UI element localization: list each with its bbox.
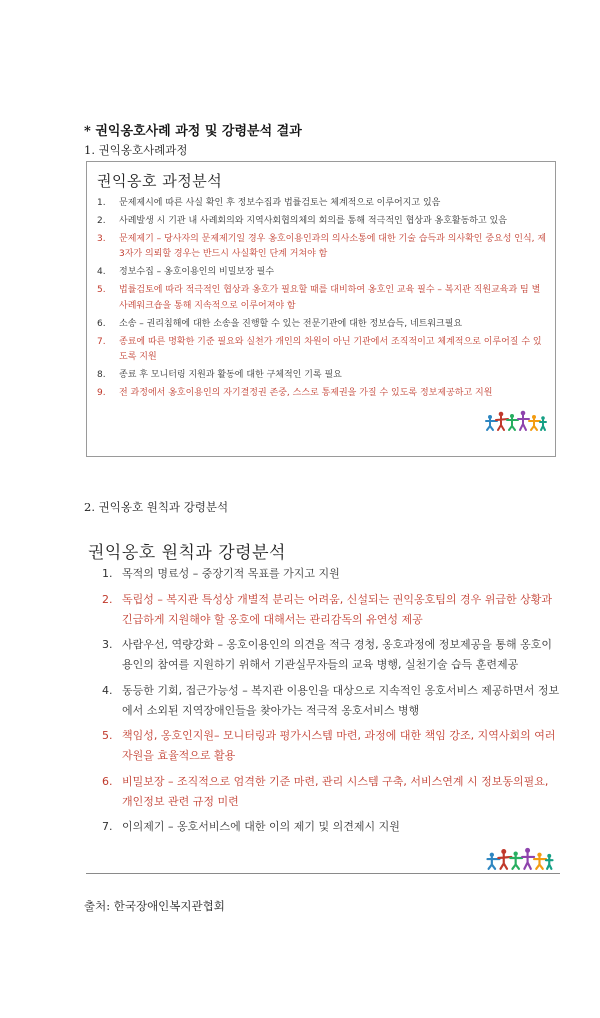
- list-item-number: 2.: [97, 215, 106, 226]
- list-item-number: 5.: [102, 729, 113, 742]
- list-item-number: 4.: [97, 267, 106, 278]
- list-item: [102, 564, 562, 584]
- list-item: [102, 635, 562, 675]
- list-item-number: 9.: [97, 387, 106, 398]
- list-item: [102, 681, 562, 721]
- list-item: [87, 368, 555, 384]
- list-item-text: 이의제기 – 옹호서비스에 대한 이의 제기 및 의견제시 지원: [122, 820, 400, 833]
- list-item-text: 동등한 기회, 접근가능성 – 복지관 이용인을 대상으로 지속적인 옹호서비스 제공하면서 정보에서 소외된 지역장애인들을 찾아가는 적극적 옹호서비스 병행: [122, 683, 560, 717]
- list-item-text: 문제제기 – 당사자의 문제제기일 경우 옹호이용인과의 의사소통에 대한 기술 습득과 의사확인 중요성 인식, 제 3자가 의뢰할 경우는 반드시 사실확인 단계 거쳐야 함: [119, 233, 547, 260]
- section-divider: [86, 873, 560, 874]
- list-item-text: 정보수집 – 옹호이용인의 비밀보장 필수: [119, 267, 275, 278]
- list-item: [102, 772, 562, 812]
- section2-label: 2. 권익옹호 원칙과 강령분석: [84, 500, 229, 514]
- page-heading: * 권익옹호사례 과정 및 강령분석 결과: [84, 124, 302, 139]
- list-item-text: 전 과정에서 옹호이용인의 자기결정권 존중, 스스로 통제권을 가질 수 있도록 정보제공하고 지원: [119, 387, 493, 398]
- list-item-number: 6.: [97, 318, 106, 329]
- list-item-text: 종료 후 모니터링 지원과 활동에 대한 구체적인 기록 필요: [119, 370, 342, 381]
- list-item-number: 7.: [97, 336, 106, 347]
- list-item-text: 종료에 따른 명확한 기준 필요와 실천가 개인의 차원이 아닌 기관에서 조직적이고 체계적으로 이루어질 수 있도록 지원: [119, 336, 542, 363]
- process-list: [87, 196, 555, 404]
- slide1-title: 권익옹호 과정분석: [97, 172, 223, 190]
- list-item: [102, 817, 562, 837]
- list-item-number: 8.: [97, 370, 106, 381]
- slide2-title: 권익옹호 원칙과 강령분석: [88, 543, 286, 563]
- list-item-number: 6.: [102, 774, 113, 788]
- list-item-text: 독립성 – 복지관 특성상 개별적 분리는 어려움, 신설되는 권익옹호팀의 경우 위급한 상황과 긴급하게 지원해야 할 옹호에 대해서는 관리감독의 유연성 제공: [122, 592, 552, 626]
- list-item-number: 7.: [102, 820, 113, 833]
- list-item-text: 사람우선, 역량강화 – 옹호이용인의 의견을 적극 경청, 옹호과정에 정보제공을 통해 옹호이용인의 참여를 지원하기 위해서 기관실무자들의 교육 병행, 실천기술 습득 훈련제공: [122, 638, 552, 671]
- list-item: [87, 386, 555, 402]
- list-item-text: 책임성, 옹호인지원– 모니터링과 평가시스템 마련, 과정에 대한 책임 강조, 지역사회의 여러 자원을 효율적으로 활용: [122, 729, 556, 762]
- principles-list: [102, 564, 562, 843]
- list-item-text: 소송 – 권리침해에 대한 소송을 진행할 수 있는 전문기관에 대한 정보습득, 네트워크필요: [119, 318, 463, 329]
- list-item: [87, 232, 555, 263]
- list-item-number: 3.: [97, 233, 106, 244]
- list-item: [87, 317, 555, 333]
- people-chain-icon: [485, 408, 547, 432]
- list-item: [87, 214, 555, 230]
- list-item-number: 3.: [102, 638, 113, 651]
- list-item-text: 비밀보장 – 조직적으로 엄격한 기준 마련, 관리 시스템 구축, 서비스연계 시 정보동의필요, 개인정보 관련 규정 미련: [122, 774, 549, 808]
- list-item-number: 5.: [97, 285, 106, 296]
- list-item: [87, 283, 555, 314]
- list-item-text: 문제제시에 따른 사실 확인 후 정보수집과 법률검토는 체계적으로 이루어지고 있음: [119, 198, 441, 208]
- list-item-text: 사례발생 시 기관 내 사례회의와 지역사회협의체의 회의를 통해 적극적인 협상과 옹호활동하고 있음: [119, 215, 507, 226]
- list-item-number: 4.: [102, 683, 113, 697]
- list-item: [102, 726, 562, 766]
- list-item-text: 법률검토에 따라 적극적인 협상과 옹호가 필요할 때를 대비하여 옹호인 교육 필수 – 복지관 직원교육과 팀 별 사례워크숍을 통해 지속적으로 이루어져야 함: [119, 285, 541, 311]
- process-analysis-slide: [86, 161, 556, 457]
- section1-label: 1. 권익옹호사례과정: [84, 143, 188, 157]
- list-item-text: 목적의 명료성 – 중장기적 목표를 가지고 지원: [122, 567, 340, 580]
- source-citation: 출처: 한국장애인복지관협회: [84, 899, 225, 913]
- list-item-number: 1.: [97, 198, 106, 208]
- list-item: [87, 265, 555, 281]
- list-item: [87, 196, 555, 212]
- list-item-number: 1.: [102, 567, 113, 580]
- list-item-number: 2.: [102, 592, 113, 606]
- people-chain-icon: [482, 845, 558, 871]
- list-item: [87, 335, 555, 366]
- list-item: [102, 590, 562, 630]
